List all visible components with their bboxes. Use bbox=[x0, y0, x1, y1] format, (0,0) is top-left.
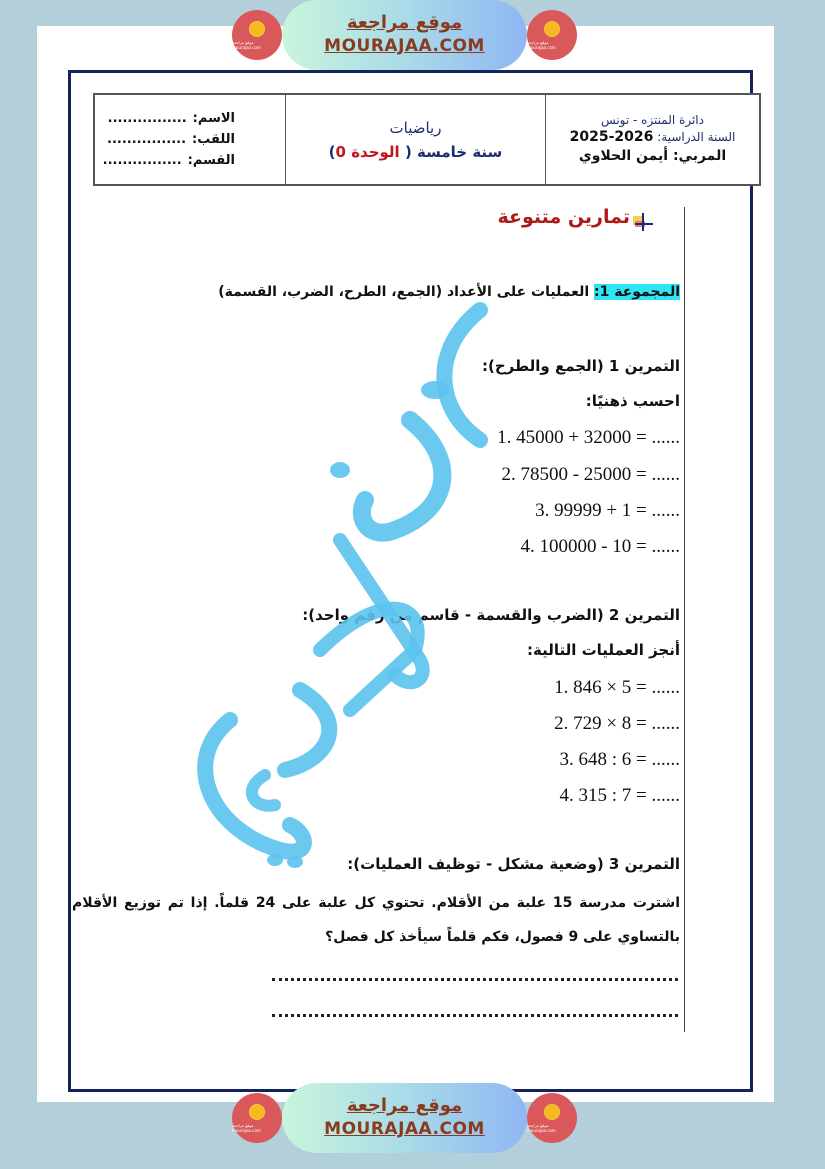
student-surname-field[interactable]: اللقب:................ bbox=[107, 132, 235, 147]
logo-icon bbox=[249, 21, 265, 37]
student-class-field[interactable]: القسم:................ bbox=[102, 153, 235, 168]
exercise-2-item-4: 4. 315 : 7 = ...... bbox=[559, 785, 680, 806]
exercise-2-item-1: 1. 846 × 5 = ...... bbox=[554, 677, 680, 698]
exercise-1-instruction: احسب ذهنيًا: bbox=[585, 392, 680, 410]
teacher-name: المربي: أيمن الحلاوي bbox=[578, 148, 727, 164]
answer-line-1[interactable] bbox=[272, 978, 678, 981]
exercise-3-title: التمرين 3 (وضعية مشكل - توظيف العمليات): bbox=[347, 855, 680, 873]
student-name-field[interactable]: الاسم:................ bbox=[107, 111, 235, 126]
site-name-arabic: موقع مراجعة bbox=[346, 1095, 463, 1116]
bullet-cross-icon bbox=[633, 213, 653, 231]
school-info-cell bbox=[546, 95, 759, 184]
site-logo-badge-left: موقع مراجعة mourajaa.com bbox=[232, 1093, 282, 1143]
subject-title: رياضيات bbox=[389, 118, 442, 137]
student-info-cell bbox=[95, 95, 286, 184]
bottom-site-banner[interactable] bbox=[232, 1083, 577, 1153]
school-year: السنة الدراسية: 2026-2025 bbox=[569, 129, 736, 145]
exercise-2-item-3: 3. 648 : 6 = ...... bbox=[559, 749, 680, 770]
site-name-latin: MOURAJAA.COM bbox=[324, 36, 485, 56]
logo-icon bbox=[544, 1104, 560, 1120]
level-line: سنة خامسة ( الوحدة 0) bbox=[328, 142, 503, 161]
exercise-1-item-1: 1. 45000 + 32000 = ...... bbox=[497, 427, 680, 448]
unit-label: الوحدة 0 bbox=[335, 142, 400, 161]
site-logo-badge-right: موقع مراجعة mourajaa.com bbox=[527, 1093, 577, 1143]
exercise-2-title: التمرين 2 (الضرب والقسمة - قاسم من رقم واحد): bbox=[302, 606, 680, 624]
site-link[interactable] bbox=[282, 0, 527, 70]
site-name-arabic: موقع مراجعة bbox=[346, 12, 463, 33]
exercise-1-item-2: 2. 78500 - 25000 = ...... bbox=[501, 464, 680, 485]
margin-rule bbox=[684, 207, 685, 1032]
section-title: تمارين متنوعة bbox=[497, 206, 630, 228]
exercise-2-item-2: 2. 729 × 8 = ...... bbox=[554, 713, 680, 734]
exercise-1-item-3: 3. 99999 + 1 = ...... bbox=[535, 500, 680, 521]
site-name-latin: MOURAJAA.COM bbox=[324, 1119, 485, 1139]
exercise-2-instruction: أنجز العمليات التالية: bbox=[527, 641, 680, 659]
exercise-1-item-4: 4. 100000 - 10 = ...... bbox=[520, 536, 680, 557]
exercise-3-problem: اشترت مدرسة 15 علبة من الأقلام. تحتوي كل علبة على 24 قلماً. إذا تم توزيع الأقلام بالتساوي على 9 فصول، فكم قلماً سيأخذ كل فصل؟ bbox=[72, 895, 680, 945]
subject-cell bbox=[286, 95, 546, 184]
group-title: العمليات على الأعداد (الجمع، الطرح، الضرب، القسمة) bbox=[218, 284, 590, 300]
answer-line-2[interactable] bbox=[272, 1014, 678, 1017]
district: دائرة المنتزه - تونس bbox=[601, 113, 704, 127]
exercise-1-title: التمرين 1 (الجمع والطرح): bbox=[482, 357, 680, 375]
site-logo-badge-right: موقع مراجعة mourajaa.com bbox=[527, 10, 577, 60]
group-heading bbox=[218, 284, 680, 300]
site-logo-badge-left: موقع مراجعة mourajaa.com bbox=[232, 10, 282, 60]
logo-icon bbox=[249, 1104, 265, 1120]
top-site-banner[interactable] bbox=[232, 0, 577, 70]
site-link[interactable] bbox=[282, 1083, 527, 1153]
document-header bbox=[93, 93, 761, 186]
group-label: المجموعة 1: bbox=[594, 284, 680, 300]
logo-icon bbox=[544, 21, 560, 37]
